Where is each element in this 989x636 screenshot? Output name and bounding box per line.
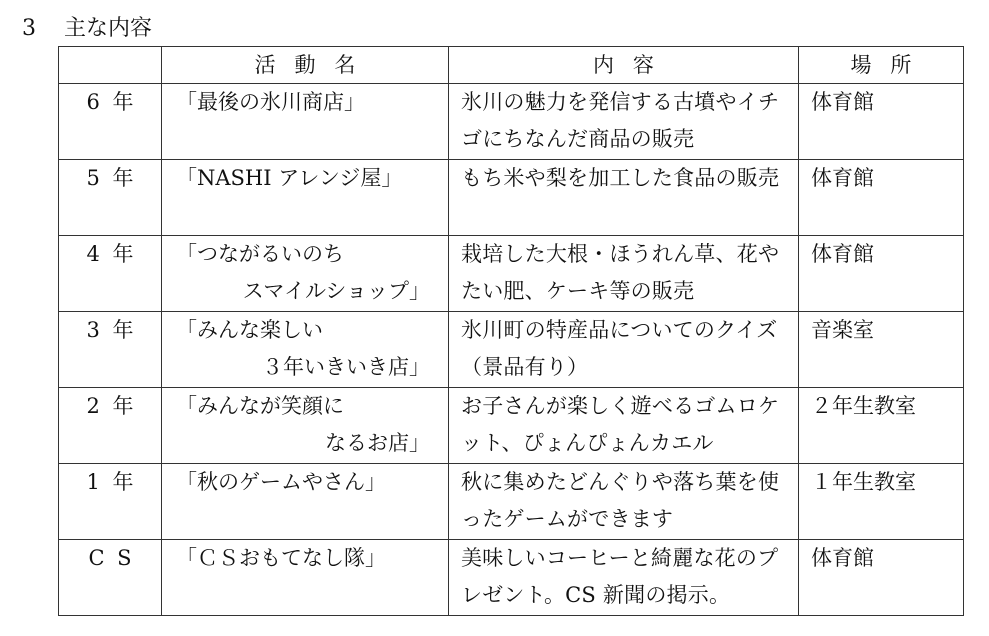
place-cell: 体育館 [799,160,964,236]
header-activity-name: 活動名 [162,47,449,84]
table-row [59,160,964,236]
activity-name-cell [162,160,449,236]
activity-name-line1: 「NASHI アレンジ屋」 [176,166,403,190]
table-row [59,312,964,388]
activity-name-cell [162,84,449,160]
table-row [59,84,964,160]
grade-cell: 3年 [59,312,162,388]
header-place: 場所 [799,47,964,84]
grade-cell: 4年 [59,236,162,312]
content-cell: 氷川の魅力を発信する古墳やイチゴにちなんだ商品の販売 [449,84,799,160]
activity-name-cell [162,236,449,312]
table-row [59,388,964,464]
table-row [59,464,964,540]
table-row [59,540,964,616]
activity-name-cell [162,540,449,616]
content-cell: 美味しいコーヒーと綺麗な花のプレゼント。CS 新聞の掲示。 [449,540,799,616]
activity-name-line1: 「みんなが笑顔に [176,394,344,418]
place-cell: 体育館 [799,84,964,160]
activity-name-line2: スマイルショップ」 [242,279,430,303]
activity-name-cell [162,464,449,540]
activity-name-line1: 「最後の氷川商店」 [176,90,365,114]
content-cell: 氷川町の特産品についてのクイズ（景品有り） [449,312,799,388]
section-title: 主な内容 [64,16,153,41]
grade-cell: CS [59,540,162,616]
table-header-row [59,47,964,84]
section-heading [22,14,152,44]
content-cell: 秋に集めたどんぐりや落ち葉を使ったゲームができます [449,464,799,540]
activities-table [58,46,964,616]
place-cell: 体育館 [799,540,964,616]
grade-cell: 2年 [59,388,162,464]
table-row [59,236,964,312]
place-cell: ２年生教室 [799,388,964,464]
place-cell: １年生教室 [799,464,964,540]
grade-cell: 5年 [59,160,162,236]
activity-name-line1: 「つながるいのち [176,242,344,266]
activity-name-line1: 「みんな楽しい [176,318,323,342]
content-cell: 栽培した大根・ほうれん草、花やたい肥、ケーキ等の販売 [449,236,799,312]
activity-name-line1: 「ＣＳおもてなし隊」 [176,546,386,570]
header-content: 内容 [449,47,799,84]
activity-name-cell [162,388,449,464]
activity-name-line1: 「秋のゲームやさん」 [176,470,386,494]
content-cell: お子さんが楽しく遊べるゴムロケット、ぴょんぴょんカエル [449,388,799,464]
section-number: 3 [22,16,36,41]
place-cell: 音楽室 [799,312,964,388]
header-grade [59,47,162,84]
grade-cell: 1年 [59,464,162,540]
activity-name-line2: ３年いきいき店」 [262,355,430,379]
activity-name-cell [162,312,449,388]
activity-name-line2: なるお店」 [325,431,430,455]
grade-cell: 6年 [59,84,162,160]
content-cell: もち米や梨を加工した食品の販売 [449,160,799,236]
place-cell: 体育館 [799,236,964,312]
